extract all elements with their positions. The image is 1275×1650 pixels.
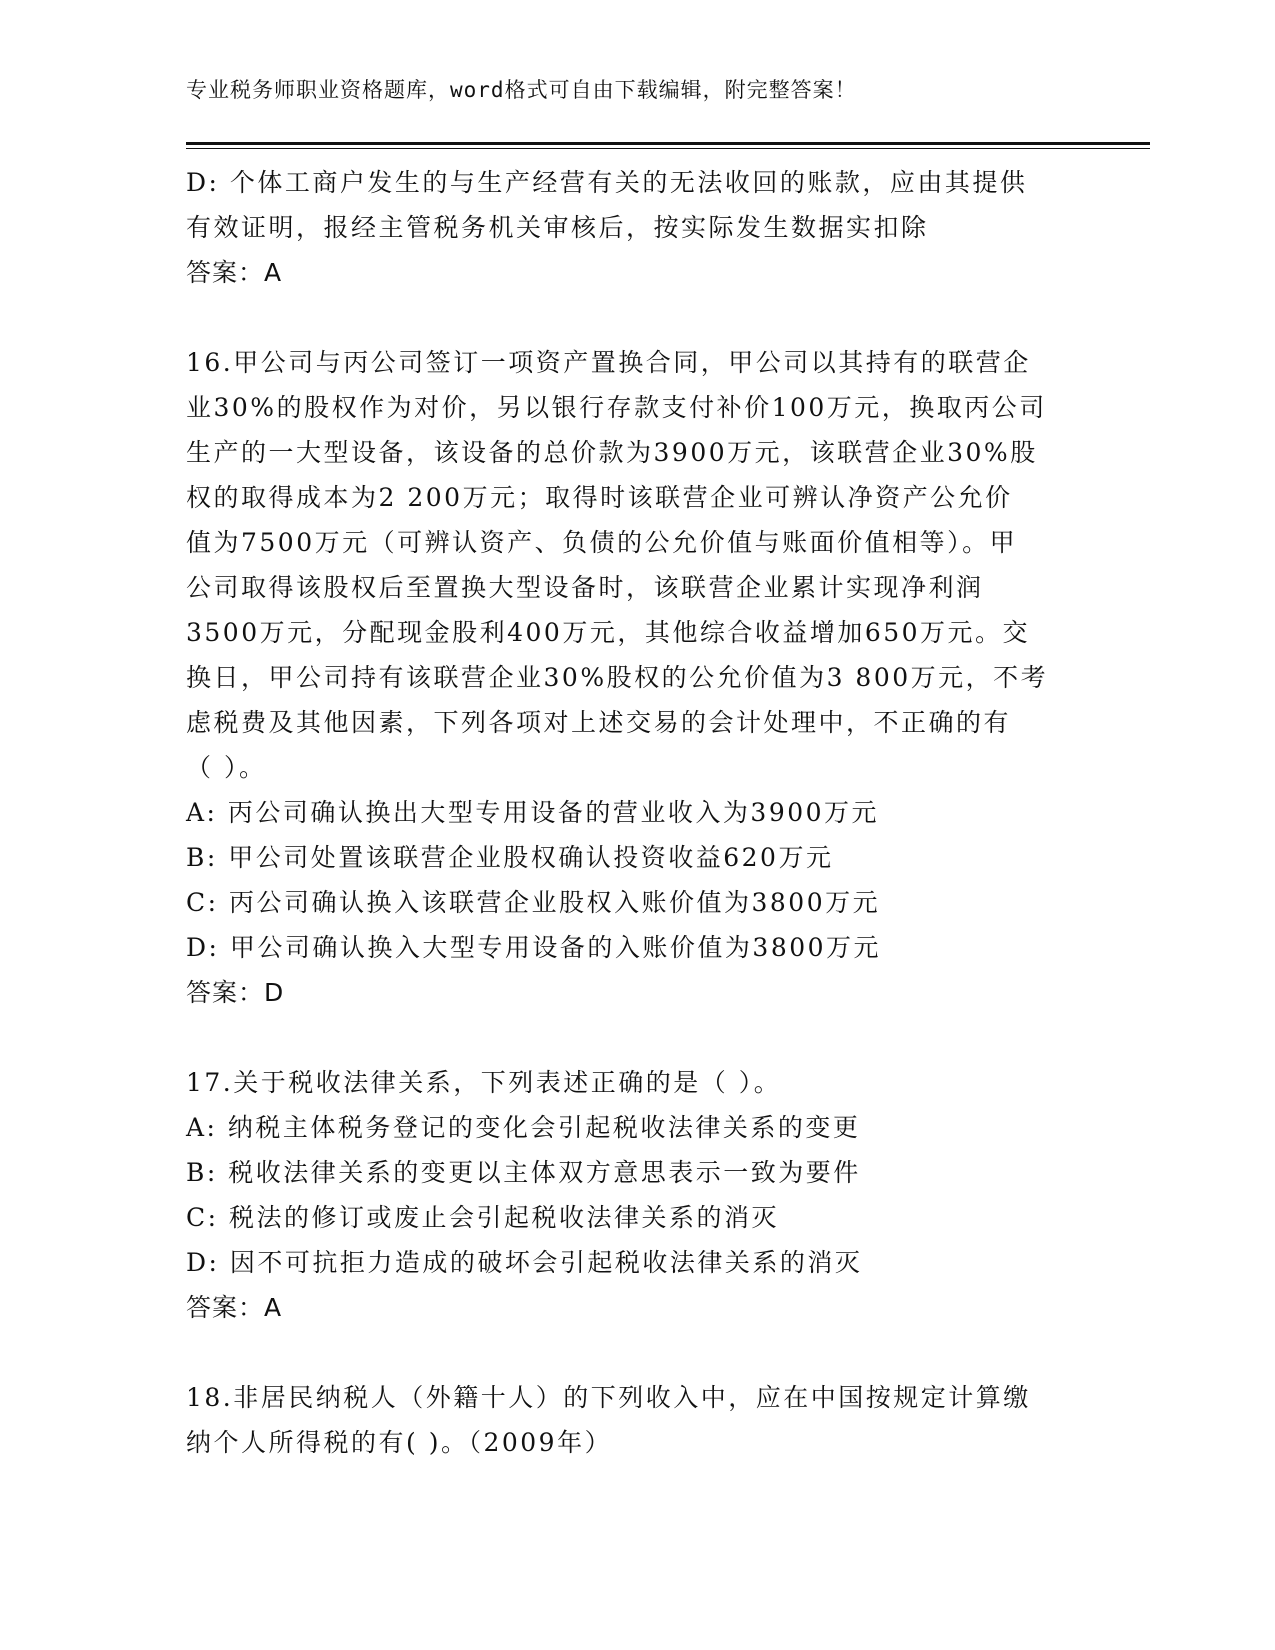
option-a: A: 丙公司确认换出大型专用设备的营业收入为3900万元 (186, 798, 880, 827)
option-a: A: 纳税主体税务登记的变化会引起税收法律关系的变更 (186, 1113, 861, 1142)
question-stem-line: 公司取得该股权后至置换大型设备时，该联营企业累计实现净利润 (186, 573, 984, 602)
option-d: D: 因不可抗拒力造成的破坏会引起税收法律关系的消灭 (186, 1248, 863, 1277)
spacer (186, 295, 1086, 340)
option-c: C: 税法的修订或废止会引起税收法律关系的消灭 (186, 1203, 779, 1232)
question-stem-line: 16.甲公司与丙公司签订一项资产置换合同，甲公司以其持有的联营企 (186, 348, 1031, 377)
question-18 (186, 1375, 1086, 1465)
question-stem-line: 纳个人所得税的有( )。（2009年） (186, 1428, 613, 1457)
question-stem-line: 值为7500万元（可辨认资产、负债的公允价值与账面价值相等）。甲 (186, 528, 1018, 557)
page-header: 专业税务师职业资格题库，word格式可自由下载编辑，附完整答案！ (186, 78, 857, 102)
question-stem-line: 18.非居民纳税人（外籍十人）的下列收入中，应在中国按规定计算缴 (186, 1383, 1031, 1412)
question-16 (186, 340, 1086, 1015)
option-d: D: 甲公司确认换入大型专用设备的入账价值为3800万元 (186, 933, 882, 962)
answer-line: 答案：A (186, 258, 283, 287)
option-c: C: 丙公司确认换入该联营企业股权入账价值为3800万元 (186, 888, 881, 917)
question-stem-line: 虑税费及其他因素，下列各项对上述交易的会计处理中，不正确的有 (186, 708, 1012, 737)
answer-line: 答案：A (186, 1293, 283, 1322)
option-d-line-1: D: 个体工商户发生的与生产经营有关的无法收回的账款，应由其提供 (186, 168, 1028, 197)
question-stem-line: 生产的一大型设备，该设备的总价款为3900万元，该联营企业30%股 (186, 438, 1038, 467)
question-stem-line: 3500万元，分配现金股利400万元，其他综合收益增加650万元。交 (186, 618, 1031, 647)
spacer (186, 1015, 1086, 1060)
spacer (186, 1330, 1086, 1375)
question-stem-line: 权的取得成本为2 200万元；取得时该联营企业可辨认净资产公允价 (186, 483, 1013, 512)
option-d-line-2: 有效证明，报经主管税务机关审核后，按实际发生数据实扣除 (186, 213, 929, 242)
option-b: B: 税收法律关系的变更以主体双方意思表示一致为要件 (186, 1158, 861, 1187)
prev-question (186, 160, 1086, 295)
question-17 (186, 1060, 1086, 1330)
question-stem-line: 换日，甲公司持有该联营企业30%股权的公允价值为3 800万元，不考 (186, 663, 1049, 692)
content-body (186, 160, 1086, 1465)
answer-line: 答案：D (186, 978, 285, 1007)
question-stem-line: 17.关于税收法律关系，下列表述正确的是（ ）。 (186, 1068, 782, 1097)
header-rule (186, 142, 1150, 145)
question-stem-line: 业30%的股权作为对价，另以银行存款支付补价100万元，换取丙公司 (186, 393, 1047, 422)
question-stem-line: （ ）。 (186, 753, 267, 782)
option-b: B: 甲公司处置该联营企业股权确认投资收益620万元 (186, 843, 834, 872)
header-rule-thin (186, 148, 1150, 149)
